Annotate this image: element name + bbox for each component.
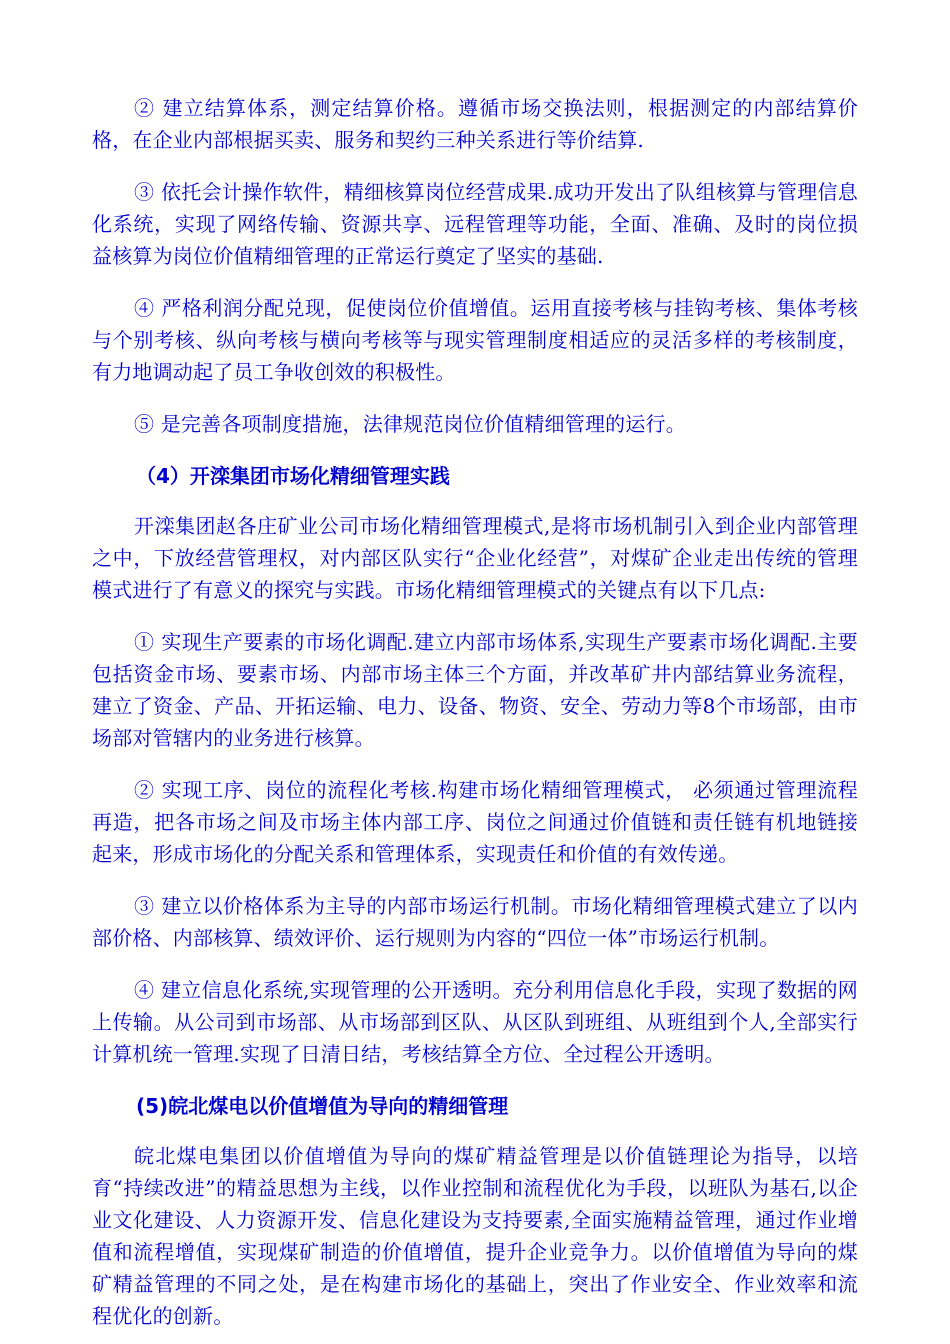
section-heading-kailuan: （4）开滦集团市场化精细管理实践: [136, 464, 450, 488]
paragraph-process-assessment: ② 实现工序、岗位的流程化考核.构建市场化精细管理模式， 必须通过管理流程再造，把各市场之间及市场主体内部工序、岗位之间通过价值链和责任链有机地链接起来，形成市场化的分配关系和管理体系，实现责任和价值的有效传递。: [92, 778, 858, 866]
paragraph-regulations: ⑤ 是完善各项制度措施，法律规范岗位价值精细管理的运行。: [134, 412, 686, 436]
paragraph-settlement-system: ② 建立结算体系，测定结算价格。遵循市场交换法则，根据测定的内部结算价格，在企业内部根据买卖、服务和契约三种关系进行等价结算.: [92, 96, 858, 152]
paragraph-internal-market: ③ 建立以价格体系为主导的内部市场运行机制。市场化精细管理模式建立了以内部价格、内部核算、绩效评价、运行规则为内容的“四位一体”市场运行机制。: [92, 894, 858, 950]
paragraph-market-allocation: ① 实现生产要素的市场化调配.建立内部市场体系,实现生产要素市场化调配.主要包括资金市场、要素市场、内部市场主体三个方面，并改革矿井内部结算业务流程，建立了资金、产品、开拓运输、电力、设备、物资、安全、劳动力等8个市场部，由市场部对管辖内的业务进行核算。: [92, 630, 858, 750]
paragraph-kailuan-intro: 开滦集团赵各庄矿业公司市场化精细管理模式,是将市场机制引入到企业内部管理之中，下放经营管理权，对内部区队实行“企业化经营”，对煤矿企业走出传统的管理模式进行了有意义的探究与实践。市场化精细管理模式的关键点有以下几点:: [92, 514, 858, 602]
section-heading-wanbei: (5)皖北煤电以价值增值为导向的精细管理: [136, 1094, 509, 1118]
paragraph-profit-distribution: ④ 严格利润分配兑现，促使岗位价值增值。运用直接考核与挂钩考核、集体考核与个别考核、纵向考核与横向考核等与现实管理制度相适应的灵活多样的考核制度，有力地调动起了员工争收创效的积极性。: [92, 296, 858, 384]
paragraph-accounting-software: ③ 依托会计操作软件，精细核算岗位经营成果.成功开发出了队组核算与管理信息化系统，实现了网络传输、资源共享、远程管理等功能，全面、准确、及时的岗位损益核算为岗位价值精细管理的正常运行奠定了坚实的基础.: [92, 180, 858, 268]
paragraph-information-system: ④ 建立信息化系统,实现管理的公开透明。充分利用信息化手段，实现了数据的网上传输。从公司到市场部、从市场部到区队、从区队到班组、从班组到个人,全部实行计算机统一管理.实现了日清日结，考核结算全方位、全过程公开透明。: [92, 978, 858, 1066]
paragraph-wanbei-intro: 皖北煤电集团以价值增值为导向的煤矿精益管理是以价值链理论为指导，以培育“持续改进”的精益思想为主线，以作业控制和流程优化为手段，以班队为基石,以企业文化建设、人力资源开发、信息化建设为支持要素,全面实施精益管理，通过作业增值和流程增值，实现煤矿制造的价值增值，提升企业竞争力。以价值增值为导向的煤矿精益管理的不同之处，是在构建市场化的基础上，突出了作业安全、作业效率和流程优化的创新。: [92, 1144, 858, 1328]
